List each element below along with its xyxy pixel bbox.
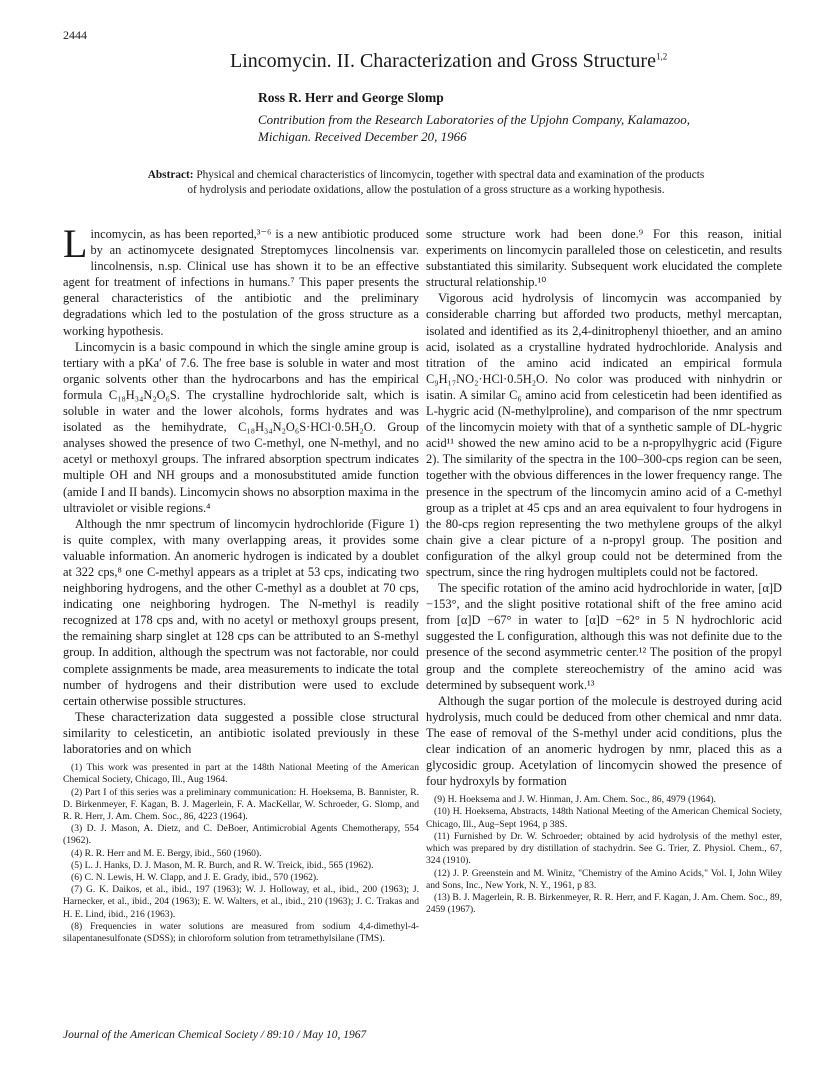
footnote: (1) This work was presented in part at the 148th National Meeting of the American Chemical Society, Chicago, Ill., Aug 1964. (63, 762, 419, 786)
footnote: (4) R. R. Herr and M. E. Bergy, ibid., 560 (1960). (71, 847, 262, 859)
footnote: (3) D. J. Mason, A. Dietz, and C. DeBoer, Antimicrobial Agents Chemotherapy, 554 (1962). (63, 823, 419, 847)
footnote: (11) Furnished by Dr. W. Schroeder; obtained by acid hydrolysis of the methyl ester, which was prepared by dry distillation of stachydrin. See G. Trier, Z. Physiol. Chem., 67, 324 (1910). (426, 830, 782, 867)
right-paragraph-2: Vigorous acid hydrolysis of lincomycin was accompanied by considerable charring but afforded two products, methyl mercaptan, isolated and identified as its 2,4-dinitrophenyl thioether, and an amino acid, isolated as a crystalline hydrated hydrochloride. Analysis and titration of the amino acid indicated an empirical formula C₉H₁₇NO₂·HCl·0.5H₂O. No color was produced with ninhydrin or isatin. A similar C₆ amino acid from celesticetin had been identified as L-hygric acid (N-methylproline), and comparison of the nmr spectrum of the lincomycin moiety with that of a synthetic sample of DL-hygric acid¹¹ showed the new amino acid to be a n-propylhygric acid (Figure 2). The similarity of the spectra in the 100–300-cps region can be seen, together with the obvious differences in the lower frequency range. The presence in the spectrum of the lincomycin amino acid of a C-methyl group as a triplet at 45 cps and an area equivalent to four hydrogens in the 80-cps region representing the two methylene groups of the alkyl chain give a clear picture of a n-propyl group. The position and configuration of the alkyl group could not be determined from the spectrum, since the ring hydrogen multiplets could not be factored. (426, 291, 782, 579)
footnote: (5) L. J. Hanks, D. J. Mason, M. R. Burch, and R. W. Treick, ibid., 565 (1962). (71, 859, 374, 871)
right-paragraph-3: The specific rotation of the amino acid hydrochloride in water, [α]D −153°, and the slight positive rotational shift of the free amino acid from [α]D −67° in water to [α]D −62° in 5 N hydrochloric acid suggested the L configuration, although this was not definite due to the presence of the second asymmetric center.¹² The position of the propyl group and the complete stereochemistry of the amino acid was determined by subsequent work.¹³ (426, 581, 782, 692)
drop-cap: L (63, 221, 88, 266)
authors: Ross R. Herr and George Slomp (258, 90, 444, 105)
left-paragraph-1-text: incomycin, as has been reported,³⁻⁶ is a new antibiotic produced by an actinomycete designated Streptomyces lincolnensis var. lincolnensis, n.sp. Clinical use has shown it to be an effective agent for treatment of infections in humans.⁷ This paper presents the general characteristics of the antibiotic and the preliminary degradations which led to the postulation of the gross structure as a working hypothesis. (63, 227, 419, 338)
footnote: (10) H. Hoeksema, Abstracts, 148th National Meeting of the American Chemical Society, Chicago, Ill., Aug–Sept 1964, p 38S. (426, 806, 782, 830)
page-number: 2444 (63, 28, 87, 42)
footnote: (2) Part I of this series was a preliminary communication: H. Hoeksema, B. Bannister, R. D. Birkenmeyer, F. Kagan, B. J. Magerlein, F. A. MacKellar, W. Schroeder, G. Slomp, and R. R. Herr, J. Am. Chem. Soc., 86, 4223 (1964). (63, 786, 419, 822)
footnote: (8) Frequencies in water solutions are measured from sodium 4,4-dimethyl-4-silapentanesulfonate (SDSS); in chloroform solution from tetramethylsilane (TMS). (63, 920, 419, 944)
left-footnotes (63, 762, 419, 945)
left-column (63, 221, 419, 945)
right-paragraph-1: some structure work had been done.⁹ For this reason, initial experiments on lincomycin paralleled those on celesticetin, and results substantiated this similarity. Subsequent work elucidated the complete structural relationship.¹⁰ (426, 227, 782, 290)
page-title (230, 50, 750, 73)
footnote: (13) B. J. Magerlein, R. B. Birkenmeyer, R. R. Herr, and F. Kagan, J. Am. Chem. Soc., 89, 2459 (1967). (426, 891, 782, 916)
right-footnotes (426, 794, 782, 916)
abstract-text: Physical and chemical characteristics of lincomycin, together with spectral data and examination of the products of hydrolysis and periodate oxidations, allow the postulation of a gross structure as a working hypothesis. (187, 169, 705, 196)
affiliation: Contribution from the Research Laboratories of the Upjohn Company, Kalamazoo, Michigan. Received December 20, 1966 (258, 112, 691, 144)
right-paragraph-4: Although the sugar portion of the molecule is destroyed during acid hydrolysis, much could be deduced from other chemical and nmr data. The ease of removal of the S-methyl under acid conditions, plus the clear indication of an anomeric hydrogen by nmr, placed this as a glycosidic group. Acetylation of lincomycin showed the presence of four hydroxyls by formation (426, 693, 782, 789)
abstract-label: Abstract: (147, 169, 194, 181)
footnote: (7) G. K. Daikos, et al., ibid., 197 (1963); W. J. Holloway, et al., ibid., 200 (1963); J. Harnecker, et al., ibid., 204 (1963); E. W. Walters, et al., ibid., 210 (1963); J. C. Trakas and H. E. Lind, ibid., 216 (1963). (63, 884, 419, 920)
footnote: (12) J. P. Greenstein and M. Winitz, "Chemistry of the Amino Acids," Vol. I, John Wiley and Sons, Inc., New York, N. Y., 1961, p 83. (426, 867, 782, 891)
left-paragraph-4: These characterization data suggested a possible close structural similarity to celesticetin, an antibiotic isolated previously in these laboratories and on which (63, 709, 419, 756)
right-column (426, 226, 782, 916)
left-paragraph-2: Lincomycin is a basic compound in which the single amine group is tertiary with a pKa′ of 7.6. The free base is soluble in water and most organic solvents other than the hydrocarbons and has the empirical formula C₁₈H₃₄N₂O₆S. The crystalline hydrochloride salt, which is soluble in water and the lower alcohols, forms hydrates and was isolated as the hemihydrate, C₁₈H₃₄N₂O₆S·HCl·0.5H₂O. Group analyses showed the presence of two C-methyl, one N-methyl, and no acetyl or methoxyl groups. The infrared absorption spectrum indicates multiple OH and NH groups and a monosubstituted amide function (amide I and II bands). Lincomycin shows no absorption maxima in the ultraviolet or visible regions.⁴ (63, 339, 419, 515)
title-text: Lincomycin. II. Characterization and Gross Structure (230, 50, 656, 72)
title-footnote-marks: 1,2 (655, 51, 668, 62)
journal-footer: Journal of the American Chemical Society / 89:10 / May 10, 1967 (63, 1029, 367, 1041)
left-paragraph-1 (63, 221, 419, 339)
footnote: (9) H. Hoeksema and J. W. Hinman, J. Am. Chem. Soc., 86, 4979 (1964). (434, 794, 716, 806)
footnote: (6) C. N. Lewis, H. W. Clapp, and J. E. Grady, ibid., 570 (1962). (71, 871, 319, 883)
left-paragraph-3: Although the nmr spectrum of lincomycin hydrochloride (Figure 1) is quite complex, with many overlapping areas, it provides some valuable information. An anomeric hydrogen is indicated by a doublet at 322 cps,⁸ one C-methyl appears as a triplet at 53 cps, indicating two neighboring hydrogens, and the other C-methyl as a doublet at 70 cps, indicating one neighboring hydrogen. The N-methyl is readily recognized at 178 cps and, with no acetyl or methoxyl groups present, the remaining sharp singlet at 128 cps can be attributed to an S-methyl group. In addition, although the spectrum was not factorable, nor could complete assignments be made, area measurements to indicate the total number of hydrogens and their distribution were used to exclude certain otherwise possible structures. (63, 516, 419, 708)
abstract (146, 168, 706, 198)
